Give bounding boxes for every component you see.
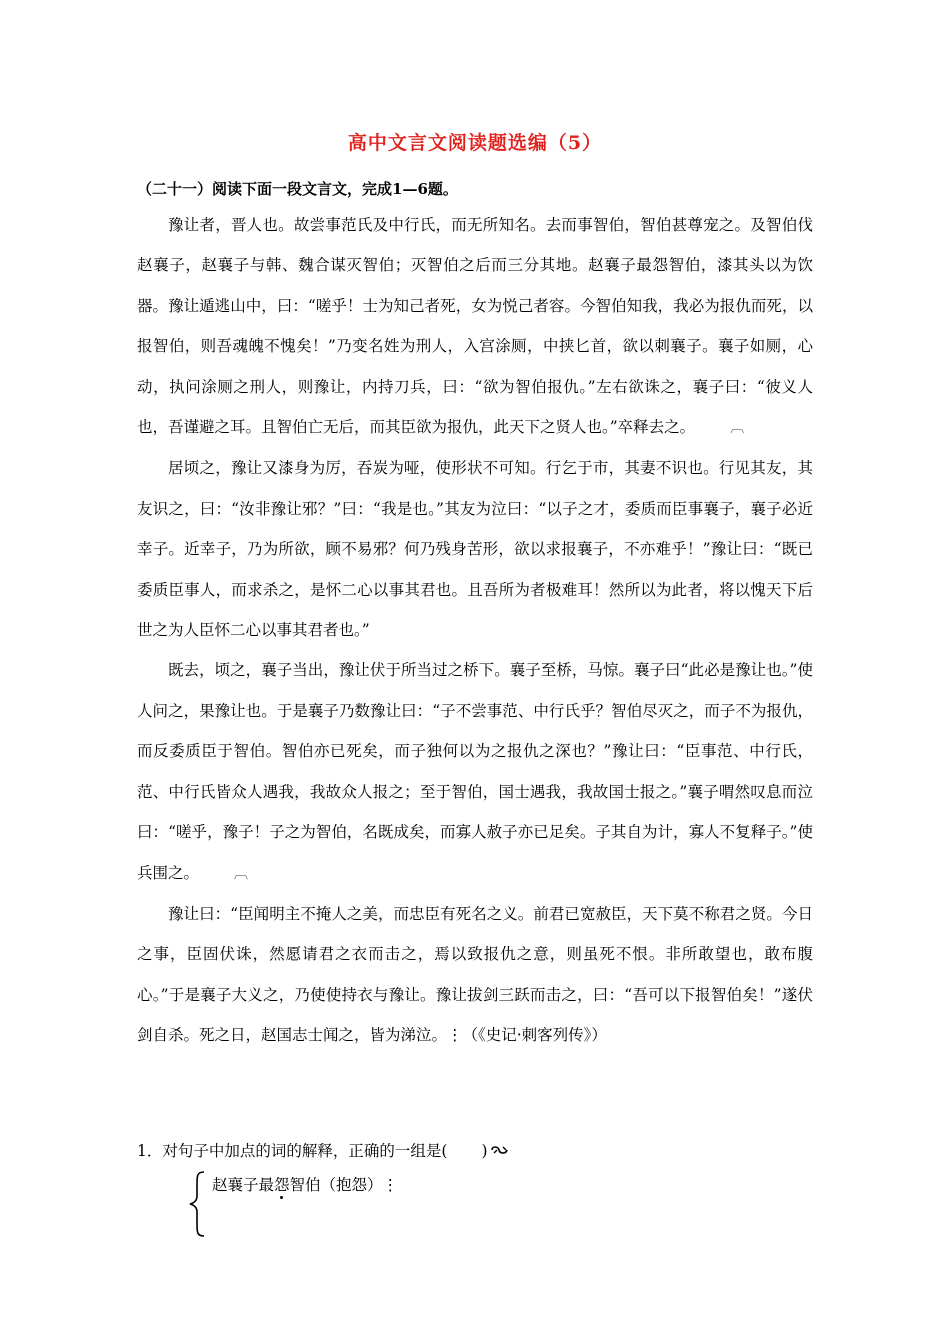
answer-open-paren: ( bbox=[441, 1142, 448, 1160]
passage bbox=[137, 205, 813, 1056]
dotted-character: 怨 bbox=[274, 1176, 290, 1194]
option-line bbox=[212, 1173, 398, 1195]
option-text-after: 智伯（抱怨）⋮ bbox=[289, 1176, 399, 1194]
paragraph bbox=[137, 205, 813, 448]
paragraph-text: 豫让者，晋人也。故尝事范氏及中行氏，而无所知名。去而事智伯，智伯甚尊宠之。及智伯伐赵襄子，赵襄子与韩、魏合谋灭智伯；灭智伯之后而三分其地。赵襄子最怨智伯，漆其头以为饮器。豫让遁逃山中，曰：“嗟乎！士为知己者死，女为悦己者容。今智伯知我，我必为报仇而死，以报智伯，则吾魂魄不愧矣！”乃变名姓为刑人，入宫涂厕，中挟匕首，欲以刺襄子。襄子如厕，心动，执问涂厕之刑人，则豫让，内持刀兵，曰：“欲为智伯报仇。”左右欲诛之，襄子曰：“彼义人也，吾谨避之耳。且智伯亡无后，而其臣欲为报仇，此天下之贤人也。”卒释去之。 bbox=[137, 216, 813, 437]
edit-mark-icon: ︹ bbox=[730, 420, 745, 437]
paragraph-text: 既去，顷之，襄子当出，豫让伏于所当过之桥下。襄子至桥，马惊。襄子曰“此必是豫让也。”使人问之，果豫让也。于是襄子乃数豫让曰：“子不尝事范、中行氏乎？智伯尽灭之，而子不为报仇，而反委质臣于智伯。智伯亦已死矣，而子独何以为之报仇之深也？”豫让曰：“臣事范、中行氏，范、中行氏皆众人遇我，我故众人报之；至于智伯，国士遇我，我故国士报之。”襄子喟然叹息而泣曰：“嗟乎，豫子！子之为智伯，名既成矣，而寡人赦子亦已足矣。子其自为计，寡人不复释子。”使兵围之。 bbox=[137, 661, 813, 882]
answer-close-paren: ) bbox=[481, 1142, 488, 1160]
paragraph-text: 居顷之，豫让又漆身为厉，吞炭为哑，使形状不可知。行乞于市，其妻不识也。行见其友，其友识之，曰：“汝非豫让邪？”曰：“我是也。”其友为泣曰：“以子之才，委质而臣事襄子，襄子必近幸子。近幸子，乃为所欲，顾不易邪？何乃残身苦形，欲以求报襄子，不亦难乎！”豫让曰：“既已委质臣事人，而求杀之，是怀二心以事其君也。且吾所为者极难耳！然所以为此者，将以愧天下后世之为人臣怀二心以事其君者也。” bbox=[137, 459, 813, 640]
link-icon bbox=[490, 1144, 510, 1160]
option-text-before: 赵襄子最 bbox=[212, 1176, 275, 1194]
paragraph bbox=[137, 894, 813, 1056]
paragraph bbox=[137, 448, 813, 650]
section-heading: （二十一）阅读下面一段文言文，完成1—6题。 bbox=[137, 180, 458, 198]
question-prompt: 1．对句子中加点的词的解释，正确的一组是 bbox=[137, 1142, 442, 1160]
brace-icon bbox=[188, 1170, 208, 1238]
document-title: 高中文言文阅读题选编（5） bbox=[347, 132, 603, 154]
edit-mark-icon: ︹ bbox=[234, 865, 249, 882]
question-1 bbox=[137, 1139, 510, 1161]
paragraph bbox=[137, 650, 813, 893]
paragraph-text: 豫让曰：“臣闻明主不掩人之美，而忠臣有死名之义。前君已宽赦臣，天下莫不称君之贤。今日之事，臣固伏诛，然愿请君之衣而击之，焉以致报仇之意，则虽死不恨。非所敢望也，敢布腹心。”于是襄子大义之，乃使使持衣与豫让。豫让拔剑三跃而击之，曰：“吾可以下报智伯矣！”遂伏剑自杀。死之日，赵国志士闻之，皆为涕泣。⋮（《史记·刺客列传》） bbox=[137, 904, 813, 1045]
